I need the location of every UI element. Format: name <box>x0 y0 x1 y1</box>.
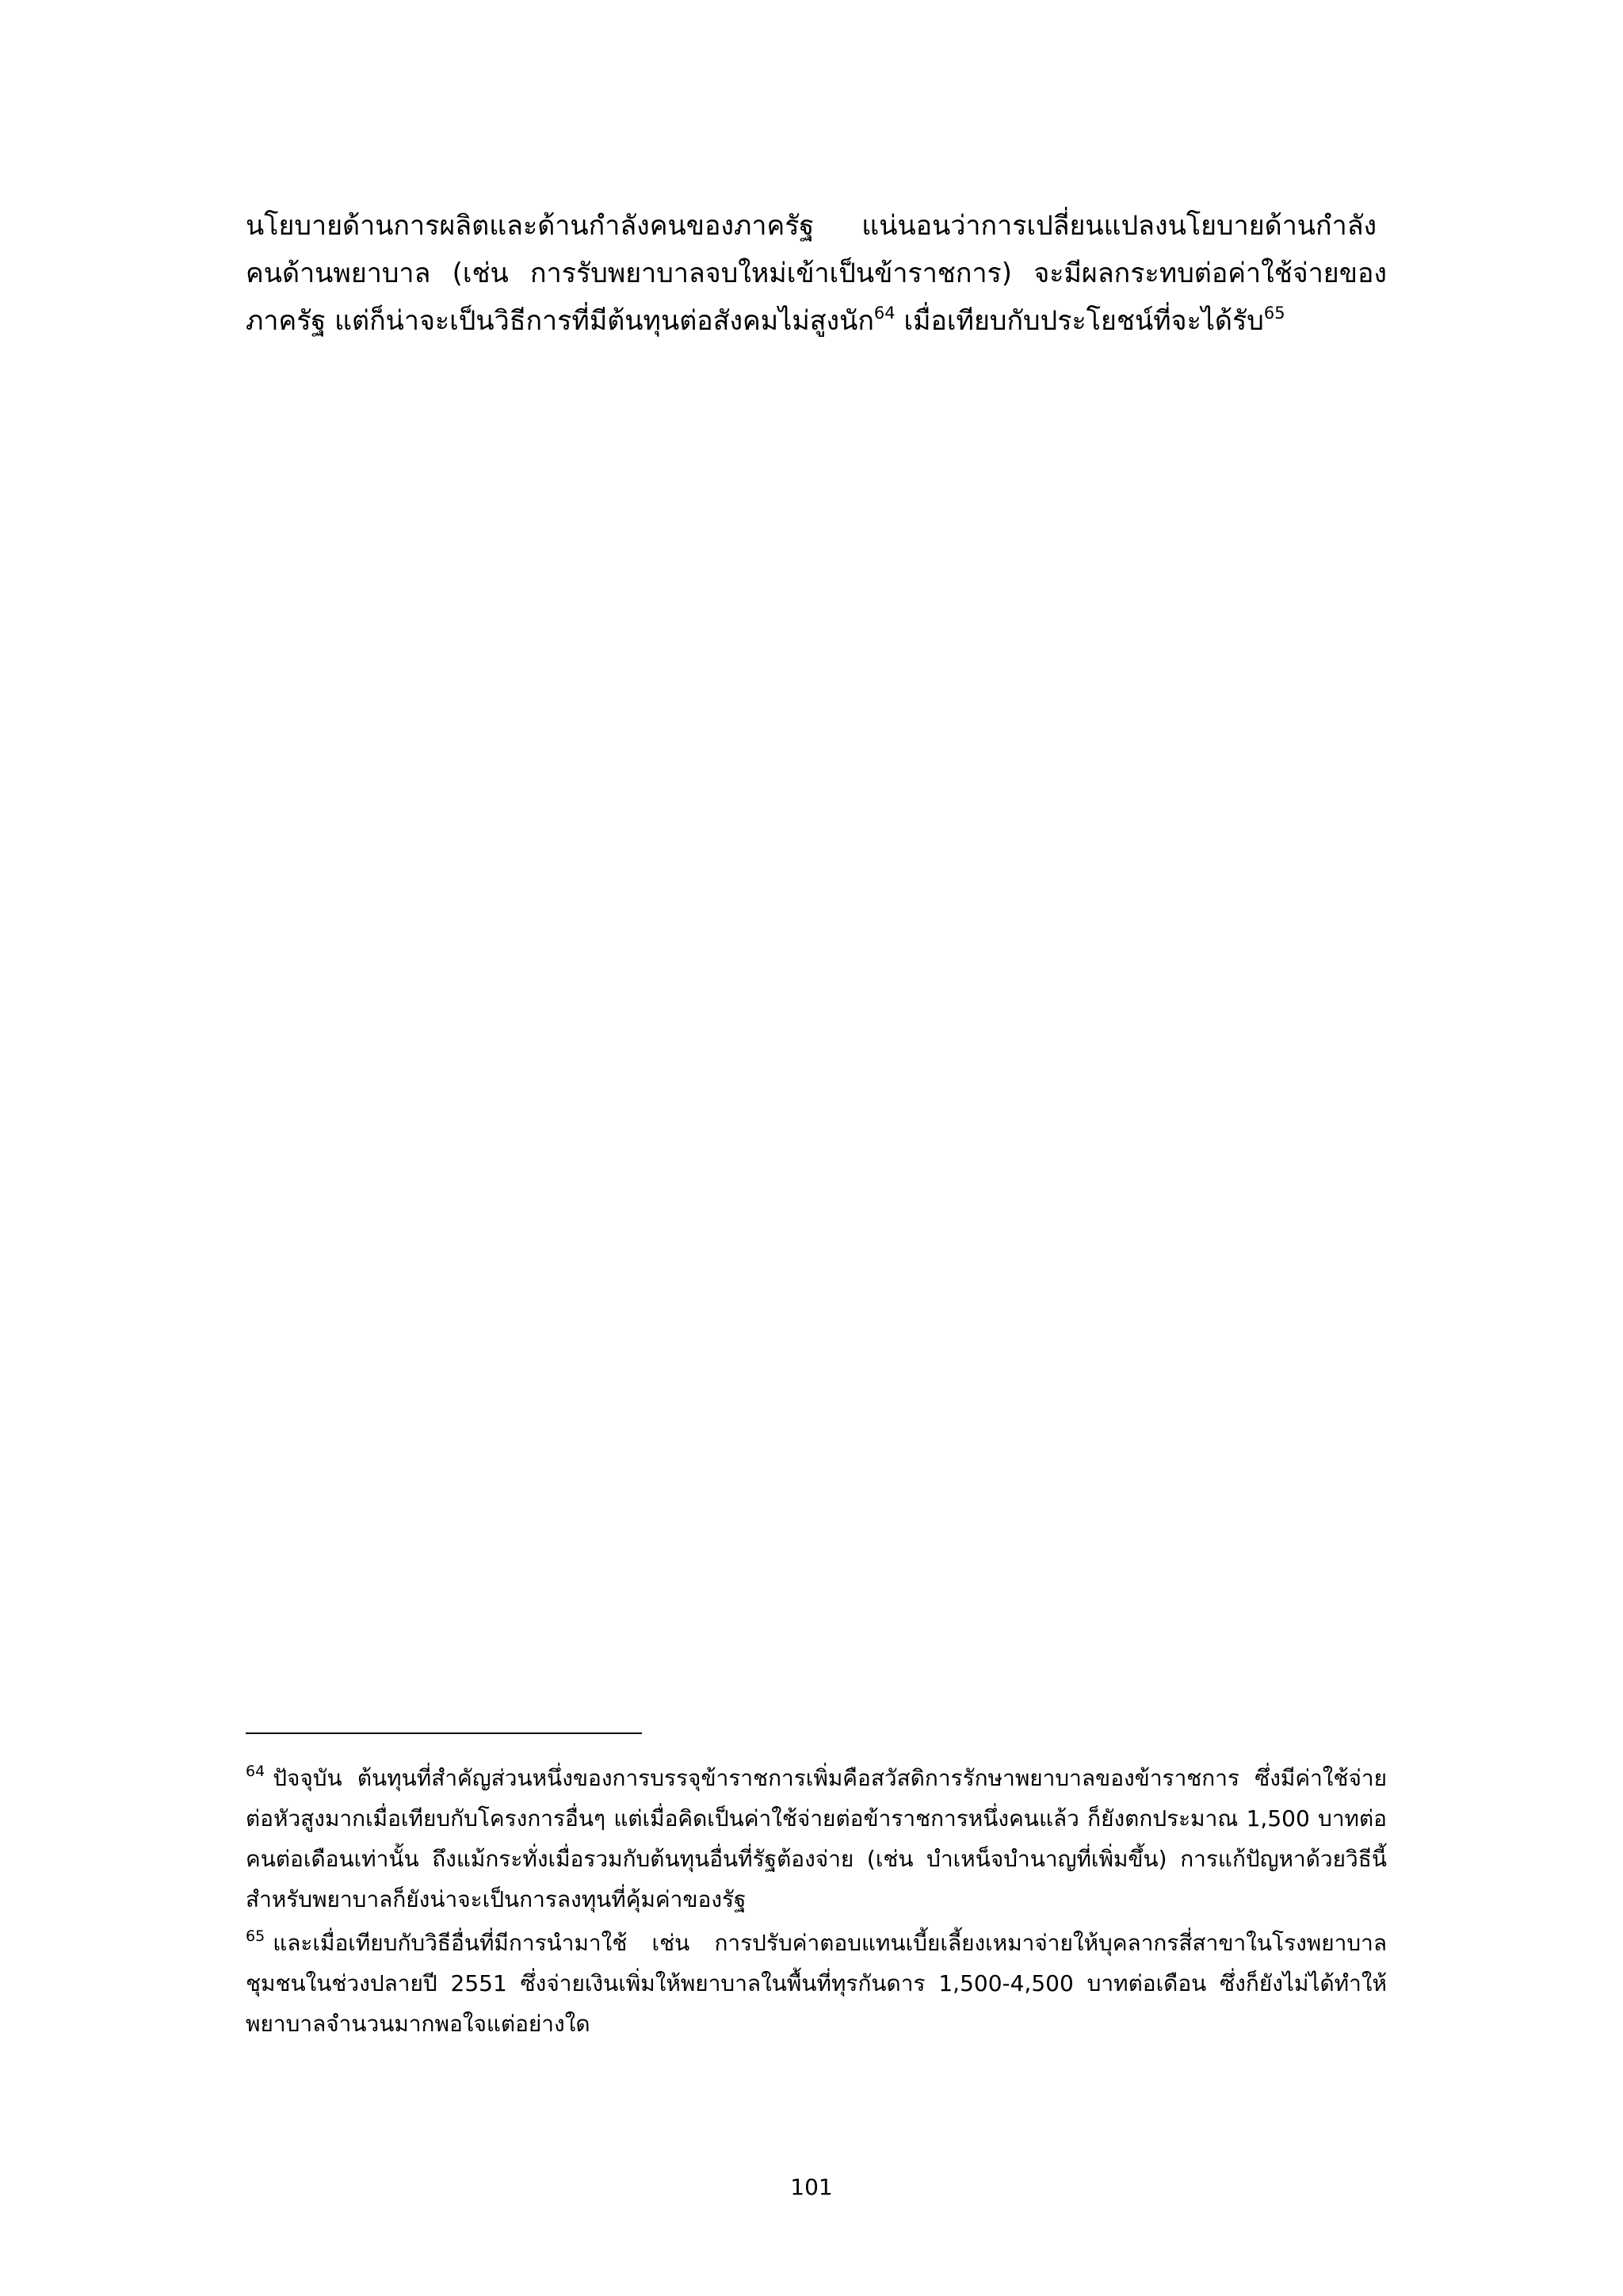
footnote-separator <box>246 1733 642 1734</box>
footnote-number: 64 <box>246 1762 265 1780</box>
footnote-65 <box>246 1923 1387 2044</box>
footnote-text: ปัจจุบัน ต้นทุนที่สำคัญส่วนหนึ่งของการบรรจุข้าราชการเพิ่มคือสวัสดิการรักษาพยาบาลของข้าราชการ ซึ่งมีค่าใช้จ่ายต่อหัวสูงมากเมื่อเทียบกับโครงการอื่นๆ แต่เมื่อคิดเป็นค่าใช้จ่ายต่อข้าราชการหนึ่งคนแล้ว ก็ยังตกประมาณ 1,500 บาทต่อคนต่อเดือนเท่านั้น ถึงแม้กระทั่งเมื่อรวมกับต้นทุนอื่นที่รัฐต้องจ่าย (เช่น บำเหน็จบำนาญที่เพิ่มขึ้น) การแก้ปัญหาด้วยวิธีนี้สำหรับพยาบาลก็ยังน่าจะเป็นการลงทุนที่คุ้มค่าของรัฐ <box>246 1765 1387 1912</box>
footnote-ref-65[interactable]: 65 <box>1263 303 1285 323</box>
body-text-part-3: เมื่อเทียบกับประโยชน์ที่จะได้รับ <box>895 305 1264 337</box>
footnote-ref-64[interactable]: 64 <box>873 303 896 323</box>
footnotes-section <box>246 1758 1387 2044</box>
body-text-part-2: แน่นอนว่าการเปลี่ยนแปลงนโยบายด้านกำลังคนด้านพยาบาล (เช่น การรับพยาบาลจบใหม่เข้าเป็นข้าราชการ) จะมีผลกระทบต่อค่าใช้จ่ายของภาครัฐ แต่ก็น่าจะเป็นวิธีการที่มีต้นทุนต่อสังคมไม่สูงนัก <box>246 210 1387 337</box>
page-number: 101 <box>790 2174 833 2200</box>
footnote-text: และเมื่อเทียบกับวิธีอื่นที่มีการนำมาใช้ เช่น การปรับค่าตอบแทนเบี้ยเลี้ยงเหมาจ่ายให้บุคลากรสี่สาขาในโรงพยาบาลชุมชนในช่วงปลายปี 2551 ซึ่งจ่ายเงินเพิ่มให้พยาบาลในพื้นที่ทุรกันดาร 1,500-4,500 บาทต่อเดือน ซึ่งก็ยังไม่ได้ทำให้พยาบาลจำนวนมากพอใจแต่อย่างใด <box>246 1930 1387 2037</box>
footnote-64 <box>246 1758 1387 1920</box>
body-paragraph <box>246 202 1387 345</box>
body-text-part-1: นโยบายด้านการผลิตและด้านกำลังคนของภาครัฐ <box>246 210 815 242</box>
footnote-number: 65 <box>246 1927 265 1945</box>
